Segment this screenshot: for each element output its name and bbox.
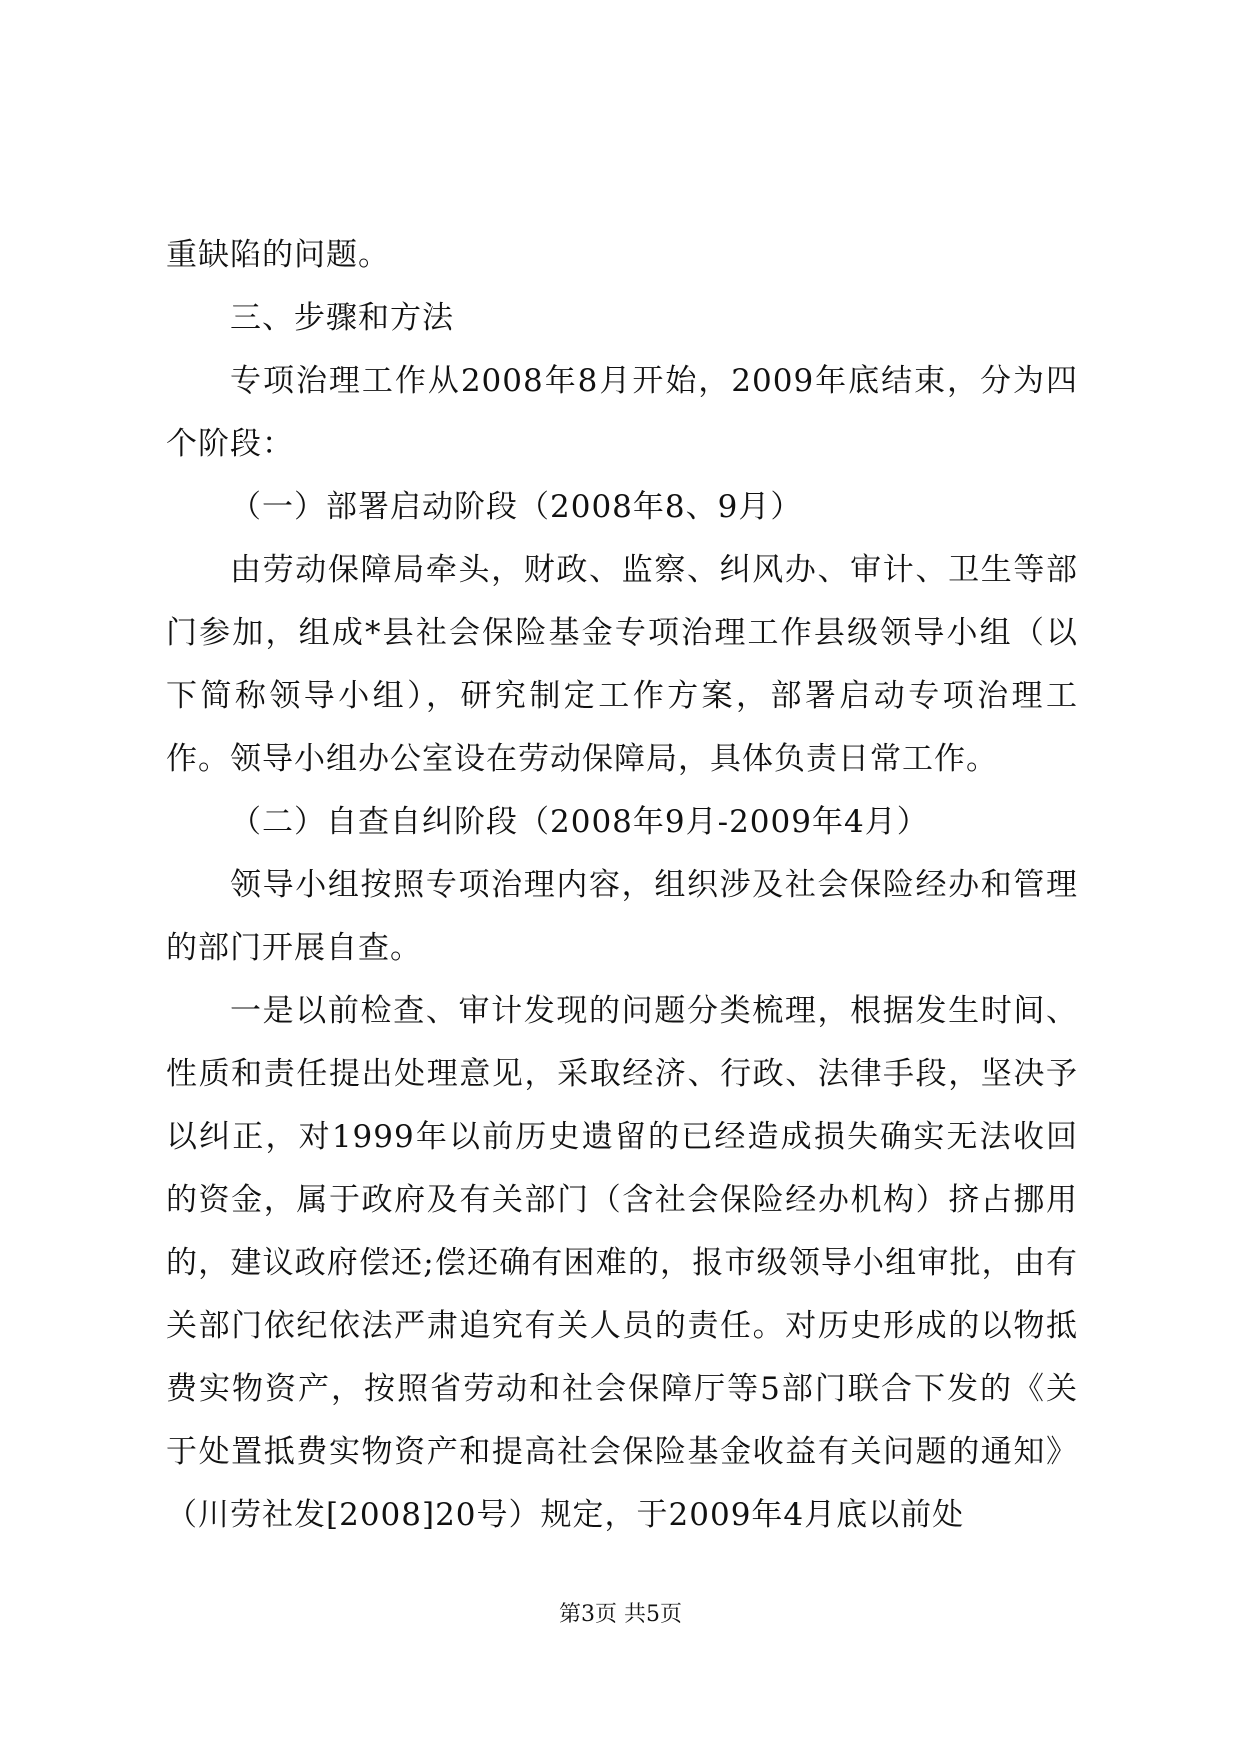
paragraph-self-check: 领导小组按照专项治理内容，组织涉及社会保险经办和管理的部门开展自查。 xyxy=(166,867,1078,966)
stage-heading-2: （二）自查自纠阶段（2008年9月-2009年4月） xyxy=(230,804,929,840)
page-number-footer: 第3页 共5页 xyxy=(559,1602,682,1627)
paragraph-schedule: 专项治理工作从2008年8月开始，2009年底结束，分为四个阶段： xyxy=(166,363,1078,462)
paragraph-stage-1: 由劳动保障局牵头，财政、监察、纠风办、审计、卫生等部门参加，组成*县社会保险基金专项治理工作县级领导小组（以下简称领导小组），研究制定工作方案，部署启动专项治理工作。领导小组办公室设在劳动保障局，具体负责日常工作。 xyxy=(166,552,1078,777)
document-body xyxy=(166,224,1078,1547)
section-heading-steps-methods: 三、步骤和方法 xyxy=(230,300,454,336)
paragraph-item-one: 一是以前检查、审计发现的问题分类梳理，根据发生时间、性质和责任提出处理意见，采取经济、行政、法律手段，坚决予以纠正，对1999年以前历史遗留的已经造成损失确实无法收回的资金，属于政府及有关部门（含社会保险经办机构）挤占挪用的，建议政府偿还;偿还确有困难的，报市级领导小组审批，由有关部门依纪依法严肃追究有关人员的责任。对历史形成的以物抵费实物资产，按照省劳动和社会保障厅等5部门联合下发的《关于处置抵费实物资产和提高社会保险基金收益有关问题的通知》（川劳社发[2008]20号）规定，于2009年4月底以前处 xyxy=(166,993,1078,1533)
stage-heading-1: （一）部署启动阶段（2008年8、9月） xyxy=(230,489,803,525)
paragraph-continuation: 重缺陷的问题。 xyxy=(166,237,390,273)
